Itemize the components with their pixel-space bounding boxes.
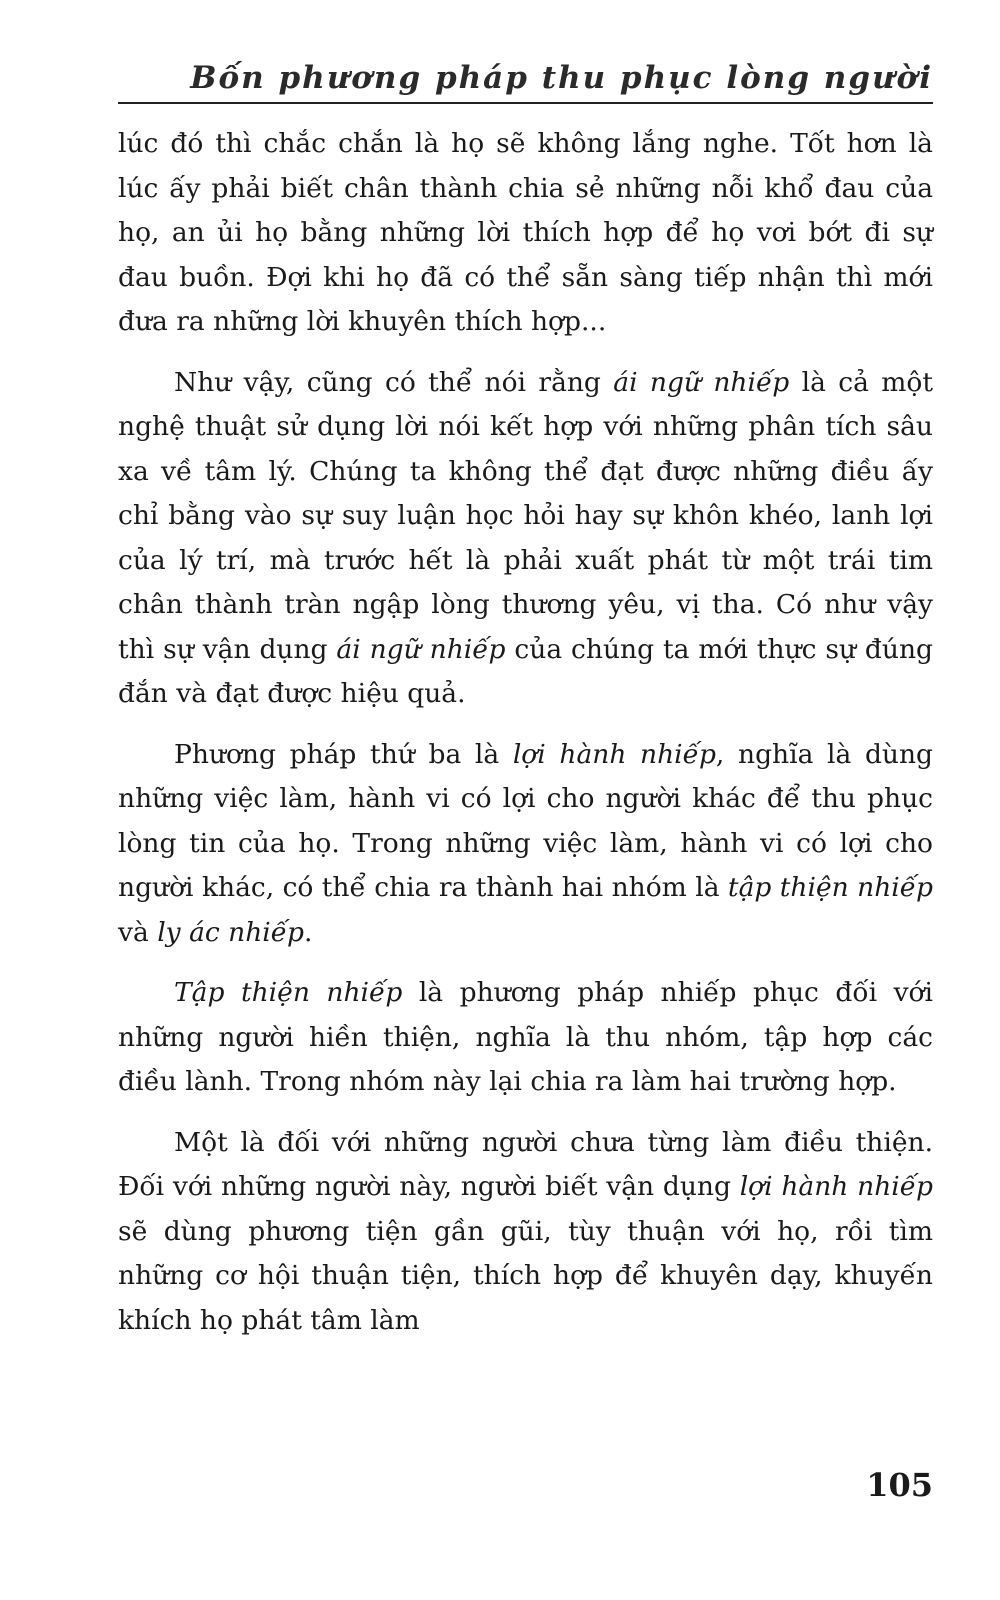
text-segment: là cả một nghệ thuật sử dụng lời nói kết hợp với những phân tích sâu xa về tâm lý. Chúng ta không thể đạt được những điều ấy chỉ bằng vào sự suy luận học hỏi hay sự khôn khéo, lanh lợi của lý trí, mà trước hết là phải xuất phát từ một trái tim chân thành tràn ngập lòng thương yêu, vị tha. Có như vậy thì sự vận dụng: [118, 366, 933, 665]
running-title: Bốn phương pháp thu phục lòng người: [190, 60, 933, 96]
text-segment: của chúng ta mới thực sự đúng đắn và đạt được hiệu quả.: [118, 633, 933, 709]
italic-term: Tập thiện nhiếp: [174, 977, 403, 1008]
text-segment: là phương pháp nhiếp phục đối với những người hiền thiện, nghĩa là thu nhóm, tập hợp các điều lành. Trong nhóm này lại chia ra làm hai trường hợp.: [118, 977, 933, 1097]
running-header: [118, 52, 933, 104]
text-segment: Phương pháp thứ ba là: [174, 738, 513, 770]
paragraph-1: [118, 122, 933, 345]
page-number: 105: [866, 1466, 933, 1504]
text-segment: , nghĩa là dùng những việc làm, hành vi có lợi cho người khác để thu phục lòng tin của họ. Trong những việc làm, hành vi có lợi cho người khác, có thể chia ra thành hai nhóm là: [118, 738, 934, 903]
paragraph-4: [118, 971, 933, 1105]
text-segment: Như vậy, cũng có thể nói rằng: [174, 366, 614, 398]
text-segment: sẽ dùng phương tiện gần gũi, tùy thuận với họ, rồi tìm những cơ hội thuận tiện, thích hợp để khuyên dạy, khuyến khích họ phát tâm làm: [118, 1215, 933, 1336]
italic-term: lợi hành nhiếp: [739, 1171, 933, 1202]
paragraph-3: [118, 733, 933, 956]
text-segment: lúc đó thì chắc chắn là họ sẽ không lắng nghe. Tốt hơn là lúc ấy phải biết chân thành chia sẻ những nỗi khổ đau của họ, an ủi họ bằng những lời thích hợp để họ vơi bớt đi sự đau buồn. Đợi khi họ đã có thể sẵn sàng tiếp nhận thì mới đưa ra những lời khuyên thích hợp...: [118, 128, 933, 337]
book-page: [118, 0, 933, 1600]
italic-term: tập thiện nhiếp: [727, 872, 934, 903]
text-segment: Một là đối với những người chưa từng làm điều thiện. Đối với những người này, người biết vận dụng: [118, 1126, 933, 1202]
text-segment: và: [118, 916, 158, 948]
paragraph-2: [118, 361, 933, 717]
italic-term: ái ngữ nhiếp: [336, 633, 506, 665]
italic-term: ly ác nhiếp: [157, 916, 305, 948]
text-segment: .: [304, 916, 313, 948]
italic-term: lợi hành nhiếp: [512, 738, 716, 770]
paragraph-5: [118, 1121, 933, 1344]
body-text: [118, 122, 933, 1359]
italic-term: ái ngữ nhiếp: [613, 366, 790, 398]
